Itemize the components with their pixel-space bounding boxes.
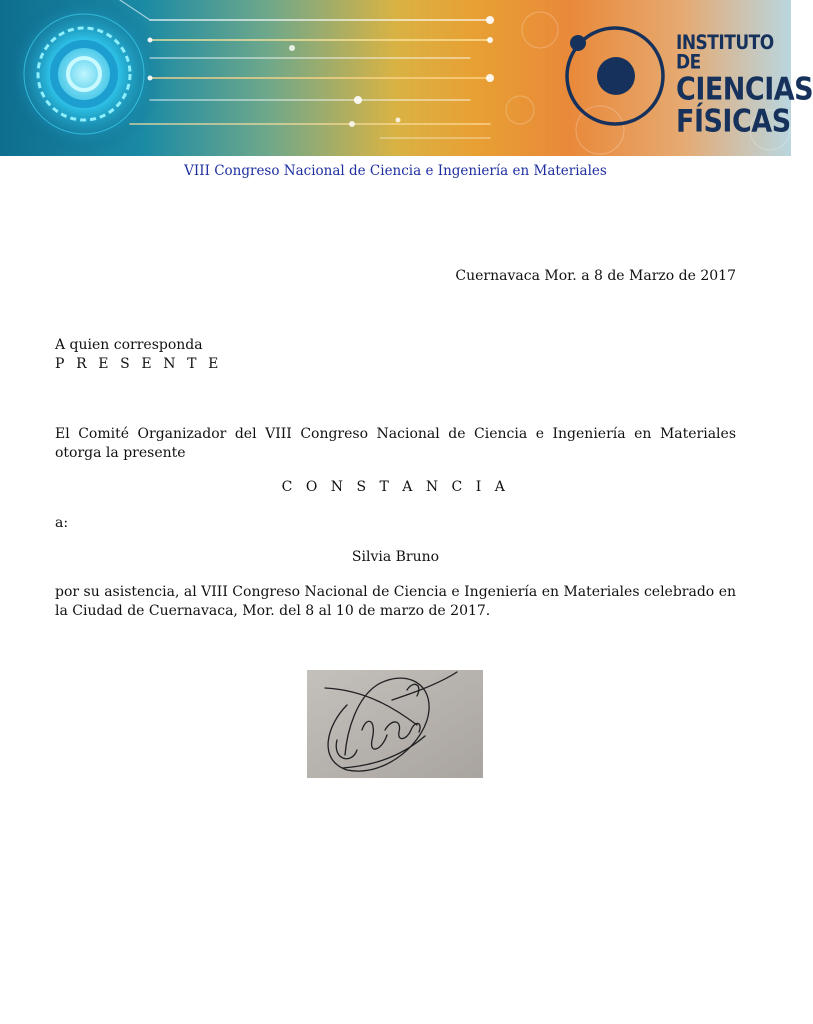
letter-paragraph-2: por su asistencia, al VIII Congreso Nacional de Ciencia e Ingeniería en Materiales celebrado en la Ciudad de Cuernavaca, Mor. del 8 al 10 de marzo de 2017. [55,584,736,619]
letter-paragraph-1: El Comité Organizador del VIII Congreso Nacional de Ciencia e Ingeniería en Materiales otorga la presente [55,426,736,461]
letter-date: Cuernavaca Mor. a 8 de Marzo de 2017 [455,268,736,284]
recipient-label: a: [55,515,69,531]
letter-present: P R E S E N T E [55,356,222,372]
logo-line-1: INSTITUTO DE [676,31,774,75]
constancia-heading: C O N S T A N C I A [281,479,510,495]
letter-greeting: A quien corresponda [55,337,203,353]
congress-subtitle: VIII Congreso Nacional de Ciencia e Ingeniería en Materiales [184,163,607,179]
recipient-name: Silvia Bruno [351,549,440,565]
banner-artwork [0,0,813,156]
logo-line-2: CIENCIAS [676,71,813,108]
institute-logo [676,31,813,140]
logo-line-3: FÍSICAS [676,103,791,140]
header-banner [0,0,813,156]
signature-image [307,670,483,778]
